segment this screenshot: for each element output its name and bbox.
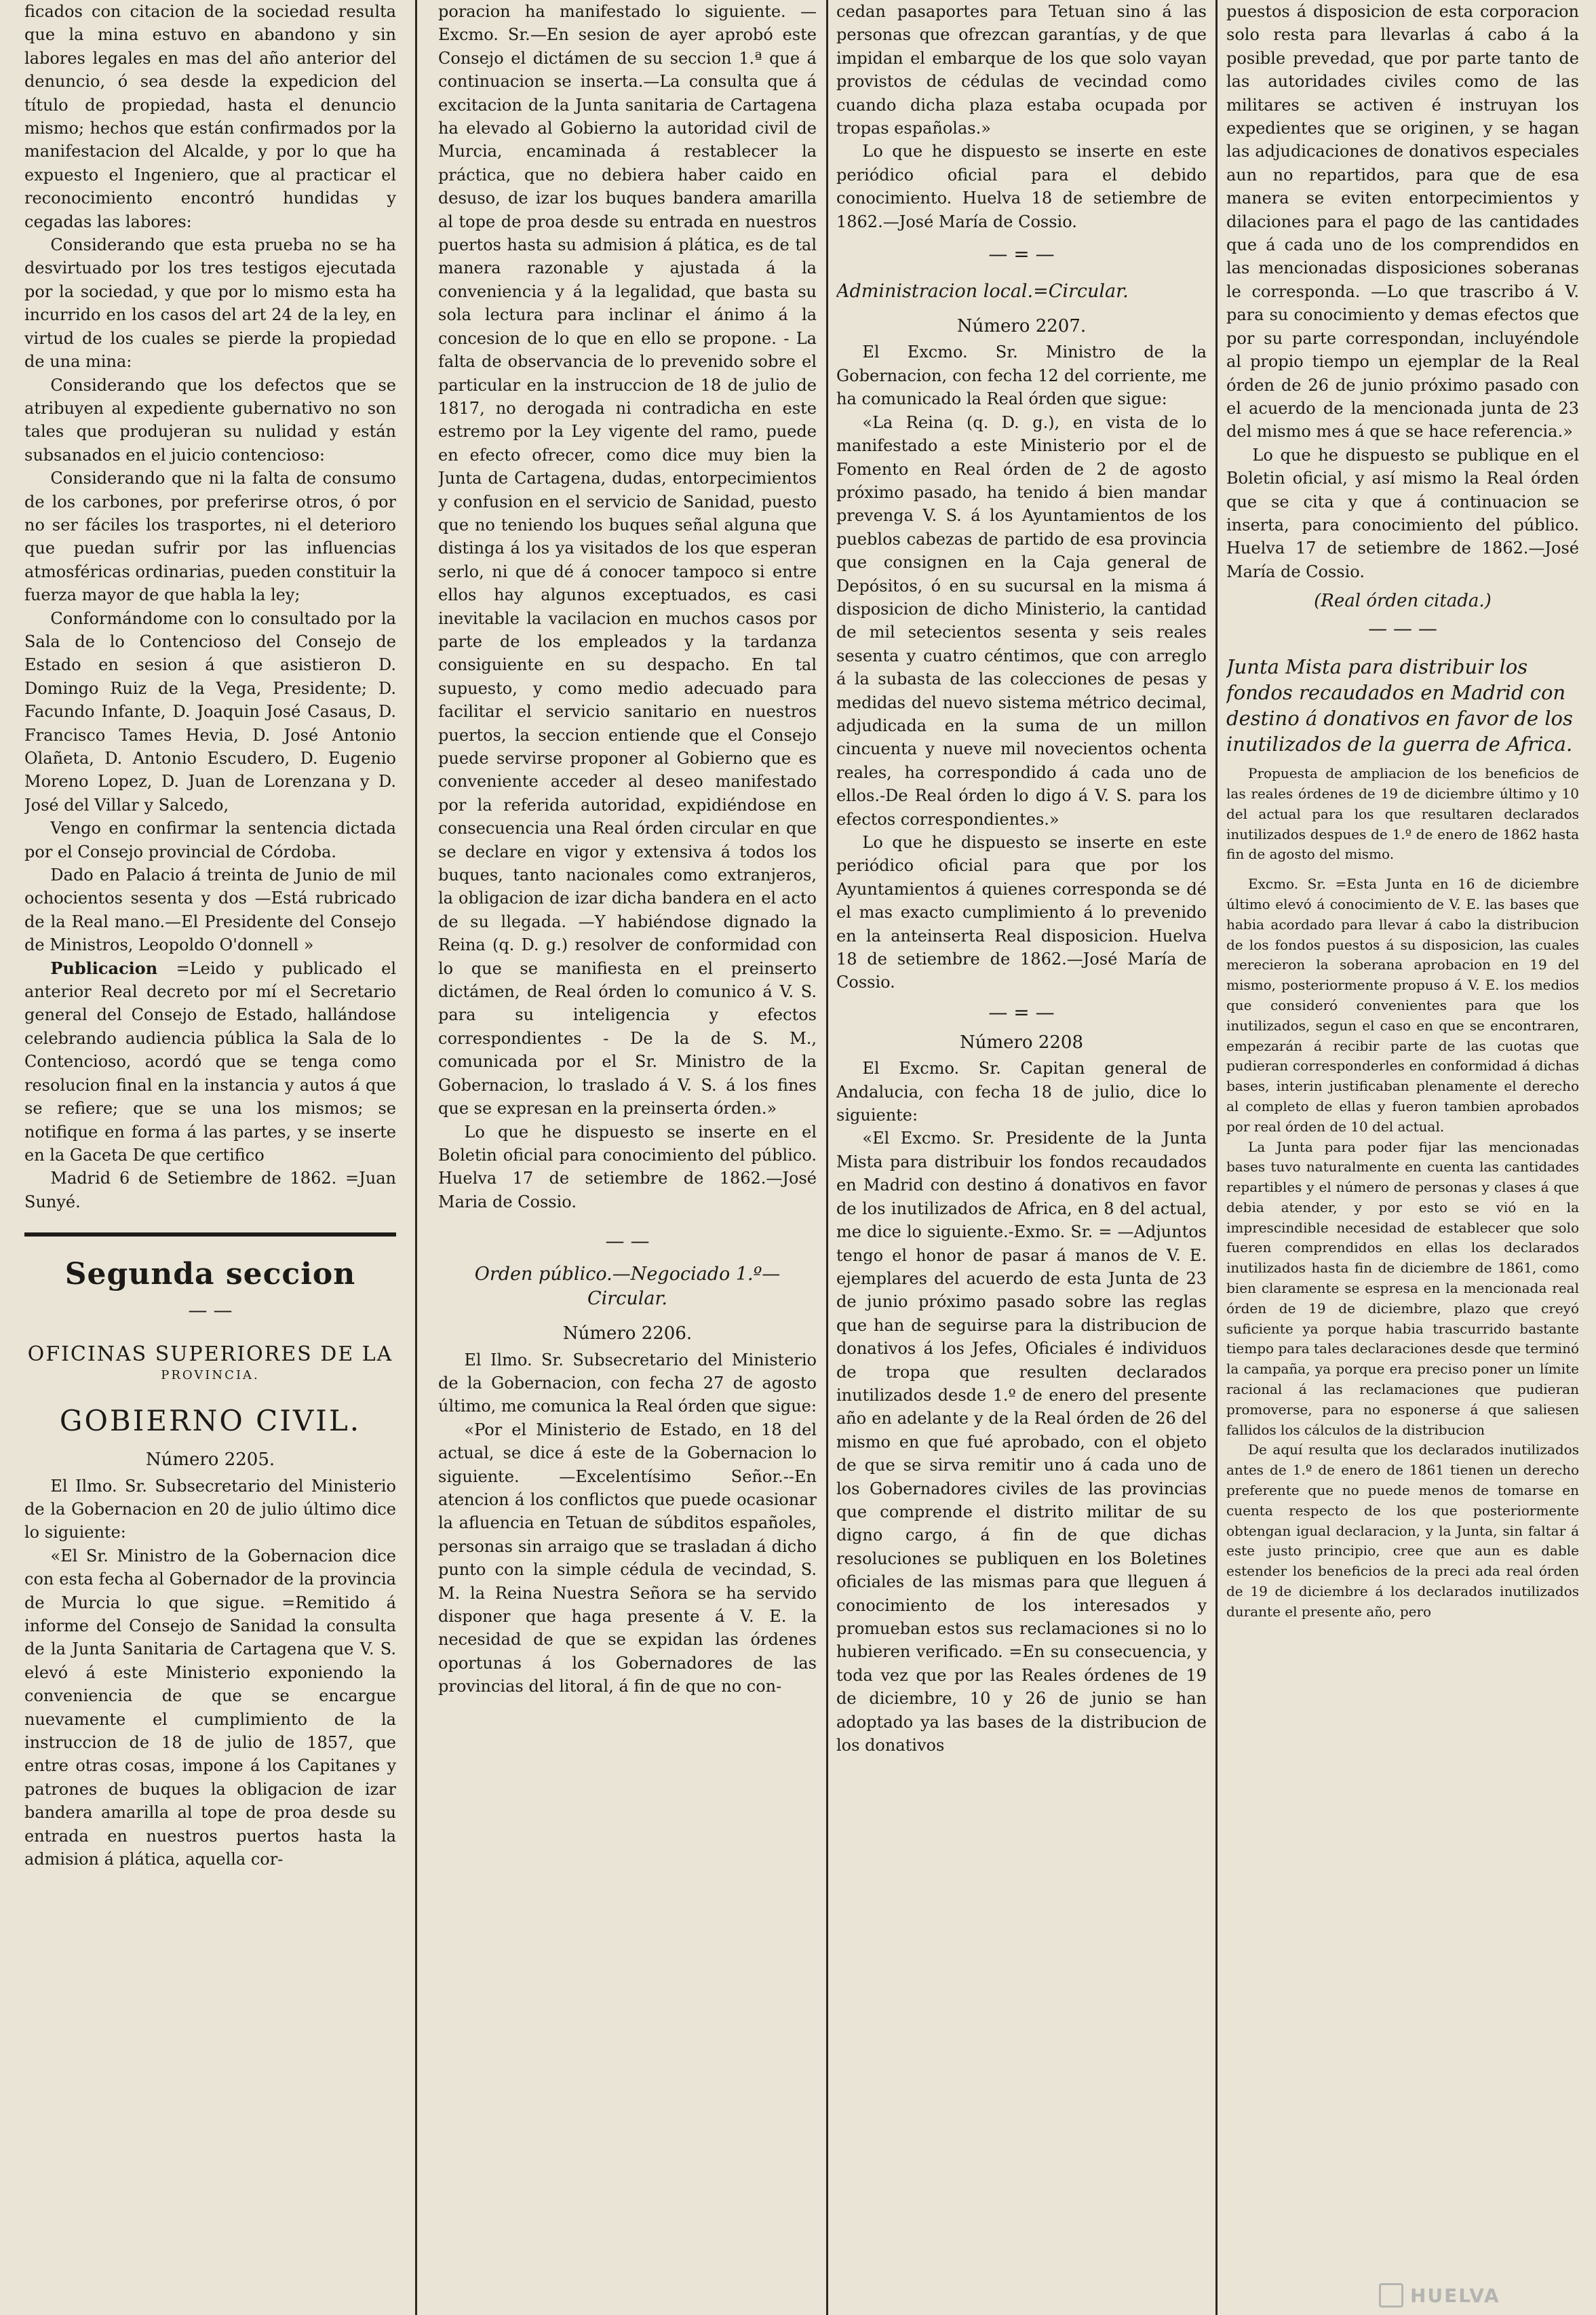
dash-separator: — = — <box>988 1000 1055 1024</box>
numero-heading: Número 2206. <box>562 1323 693 1344</box>
paragraph: El Ilmo. Sr. Subsecretario del Ministerio de la Gobernacion en 20 de julio último dice lo siguiente: <box>24 1476 396 1542</box>
paragraph: Dado en Palacio á treinta de Junio de mil ochocientos sesenta y dos —Está rubricado de la Real mano.—El Presidente del Consejo de Ministros, Leopoldo O'donnell » <box>24 865 396 955</box>
paragraph: Considerando que ni la falta de consumo de los carbones, por preferirse otros, ó por no ser fáciles los trasportes, ni el deterioro que puedan sufrir por las influencias atmosféricas ordinarias, pueden constituir la fuerza mayor de que habla la ley; <box>24 469 396 605</box>
numero-heading: Número 2205. <box>145 1450 275 1471</box>
numero-heading: Número 2207. <box>956 316 1087 337</box>
paragraph: De aquí resulta que los declarados inutilizados antes de 1.º de enero de 1861 tienen un derecho preferente que no puede menos de tomarse en cuenta respecto de los que posteriormente obtengan igual declaracion, y la Junta, sin faltar á este justo principio, cree que aun es dable estender los beneficios de la preci ada real órden de 19 de diciembre á los declarados inutilizados durante el presente año, pero <box>1226 1441 1579 1620</box>
orden-publico-heading: Orden público.—Negociado 1.º— <box>474 1264 781 1285</box>
orden-circular-heading: Circular. <box>587 1288 667 1310</box>
paragraph: El Excmo. Sr. Capitan general de Andalucia, con fecha 18 de julio, dice lo siguiente: <box>836 1059 1207 1125</box>
dash-separator: — — — <box>1368 617 1437 640</box>
provincia-heading: PROVINCIA. <box>161 1368 260 1383</box>
paragraph: ficados con citacion de la sociedad resulta que la mina estuvo en abandono y sin labores legales en mas del año anterior del denuncio, ó sea desde la expedicion del título de propiedad, hasta el denuncio mismo; hechos que están confirmados por la manifestacion del Alcalde, y por lo que ha expuesto el Ingeniero, que al practicar el reconocimiento encontró hundidas y cegadas las labores: <box>24 2 396 231</box>
watermark-text: HUELVA <box>1410 2284 1500 2307</box>
section-heading: Segunda seccion <box>64 1257 356 1292</box>
paragraph: «El Excmo. Sr. Presidente de la Junta Mista para distribuir los fondos recaudados en Madrid con destino á donativos en favor de los inutilizados de Africa, en 8 del actual, me dice lo siguiente.-Exmo. Sr. = —Adjuntos tengo el honor de pasar á manos de V. E. ejemplares del acuerdo de esta Junta de 23 de junio próximo pasado sobre las reglas que han de seguirse para la distribucion de donativos á los Jefes, Oficiales é individuos de tropa que resulten declarados inutilizados desde 1.º de enero del presente año en adelante y de la Real órden de 26 del mismo en que fué aprobado, con el objeto de que se sirva remitir uno á cada uno de los Gobernadores civiles de las provincias que comprende el distrito militar de su digno cargo, á fin de que dichas resoluciones se publiquen en los Boletines oficiales de las mismas para que lleguen á conocimiento de los interesados y promueban estos sus reclamaciones si no lo hubieren verificado. =En su consecuencia, y toda vez que por las Reales órdenes de 19 de diciembre, 10 y 26 de junio se han adoptado ya las bases de la distribucion de los donativos <box>836 1129 1207 1755</box>
column-rule <box>1215 0 1218 2315</box>
publicacion-label: Publicacion <box>50 958 158 978</box>
paragraph: El Excmo. Sr. Ministro de la Gobernacion, con fecha 12 del corriente, me ha comunicado la Real órden que sigue: <box>836 343 1207 409</box>
junta-mista-heading: Junta Mista para distribuir los fondos recaudados en Madrid con destino á donativos en favor de los inutilizados de la guerra de Africa. <box>1226 655 1573 756</box>
column-rule <box>415 0 417 2315</box>
administracion-heading: Administracion local.=Circular. <box>836 281 1129 303</box>
publicacion-text: =Leido y publicado el anterior Real decreto por mí el Secretario general del Consejo de Estado, hallándose celebrando audiencia pública la Sala de lo Contencioso, acordó que se tenga como resolucion final en la instancia y autos á que se refiere; que se una los mismos; se notifique en forma á las partes, y se inserte en la Gaceta De que certifico <box>24 958 396 1165</box>
paragraph: El Ilmo. Sr. Subsecretario del Ministerio de la Gobernacion, con fecha 27 de agosto último, me comunica la Real órden que sigue: <box>438 1350 817 1416</box>
column-3 <box>836 0 1207 2315</box>
paragraph: Lo que he dispuesto se inserte en este periódico oficial para el debido conocimiento. Huelva 18 de setiembre de 1862.—José María de Cossio. <box>836 142 1207 231</box>
column-rule <box>826 0 828 2315</box>
paragraph: Lo que he dispuesto se inserte en el Boletin oficial para conocimiento del público. Huelva 17 de setiembre de 1862.—José Maria de Cossio. <box>438 1122 817 1211</box>
paragraph: cedan pasaportes para Tetuan sino á las personas que ofrezcan garantías, y de que impidan el embarque de los que solo vayan provistos de cédulas de vecindad como cuando dicha plaza estaba ocupada por tropas españolas.» <box>836 2 1207 138</box>
gobierno-heading: GOBIERNO CIVIL. <box>59 1404 362 1438</box>
paragraph: «La Reina (q. D. g.), en vista de lo manifestado a este Ministerio por el de Fomento en Real órden de 2 de agosto próximo pasado, ha tenido á bien mandar prevenga V. S. á los Ayuntamientos de los pueblos cabezas de partido de esa provincia que consignen en la Caja general de Depósitos, ó en su sucursal en la misma á disposicion de dicho Ministerio, la cantidad de mil setecientos sesenta y seis reales sesenta y cuatro céntimos, que con arreglo á la subasta de las colecciones de pesas y medidas del nuevo sistema métrico decimal, adjudicada en la suma de un millon cincuenta y nueve mil novecientos ochenta reales, ha correspondido á cada uno de ellos.-De Real órden lo digo á V. S. para los efectos correspondientes.» <box>836 412 1207 829</box>
column-1 <box>24 0 396 2315</box>
paragraph: Conformándome con lo consultado por la Sala de lo Contencioso del Consejo de Estado en sesion á que asistieron D. Domingo Ruiz de la Vega, Presidente; D. Facundo Infante, D. Joaquin José Casaus, D. Francisco Tames Hevia, D. José Antonio Olañeta, D. Antonio Escudero, D. Eugenio Moreno Lopez, D. Juan de Lorenzana y D. José del Villar y Salcedo, <box>24 608 396 815</box>
archive-watermark <box>1379 2281 1582 2310</box>
column-2 <box>438 0 817 2315</box>
paragraph: Vengo en confirmar la sentencia dictada por el Consejo provincial de Córdoba. <box>24 819 396 861</box>
paragraph: Excmo. Sr. =Esta Junta en 16 de diciembre último elevó á conocimiento de V. E. las bases que habia acordado para llevar á cabo la distribucion de los fondos puestos á su disposicion, las cuales merecieron la soberana aprobacion en 19 del mismo, posteriormente propuso á V. E. los medios que consideró convenientes para que los inutilizados, segun el caso en que se encontraren, empezarán á recibir parte de las cuotas que pudieran corresponderles en conformidad á dichas bases, interin justificaban plenamente el derecho al completo de ellas y fueron tambien aprobados por real órden de 10 del actual. <box>1226 876 1579 1135</box>
paragraph: poracion ha manifestado lo siguiente. —Excmo. Sr.—En sesion de ayer aprobó este Consejo el dictámen de su seccion 1.ª que á continuacion se inserta.—La consulta que á excitacion de la Junta sanitaria de Cartagena ha elevado al Gobierno la autoridad civil de Murcia, encaminada á restablecer la práctica, que no debiera haber caido en desuso, de izar los buques bandera amarilla al tope de proa desde su entrada en nuestros puertos hasta su admision á plática, es de tal manera razonable y ajustada á la conveniencia y á la legalidad, que basta su sola lectura para inclinar el ánimo á la concesion de lo que en ello se propone. - La falta de observancia de lo prevenido sobre el particular en la instruccion de 18 de julio de 1817, no derogada ni contradicha en este estremo por la Ley vigente del ramo, puede en efecto ofrecer, como dice muy bien la Junta de Cartagena, dudas, entorpecimientos y confusion en el servicio de Sanidad, puesto que no teniendo los buques señal alguna que distinga á los ya visitados de los que esperan serlo, ni que dé á conocer tampoco si entre ellos hay algunos exceptuados, es casi inevitable la vacilacion en muchos casos por parte de los empleados y la tardanza consiguiente en su despacho. En tal supuesto, y como medio adecuado para facilitar el servicio sanitario en nuestros puertos, la seccion entiende que el Consejo puede servirse proponer al Gobierno que es conveniente acceder al deseo manifestado por la referida autoridad, expidiéndose en consecuencia una Real órden circular en que se declare en vigor y extensiva á todos los buques, tanto nacionales como extranjeros, la obligacion de izar dicha bandera en el acto de su llegada. —Y habiéndose dignado la Reina (q. D. g.) resolver de conformidad con lo que se manifiesta en el preinserto dictámen, de Real órden lo comunico á V. S. para su inteligencia y efectos correspondientes - De la de S. M., comunicada por el Sr. Ministro de la Gobernacion, lo traslado á V. S. á los fines que se expresan en la preinserta órden.» <box>438 2 817 1118</box>
paragraph: puestos á disposicion de esta corporacion solo resta para llevarlas á cabo á la posible prevedad, que por parte tanto de las autoridades civiles como de las militares se activen é instruyan los expedientes que se originen, y se hagan las adjudicaciones de donativos especiales aun no repartidos, para que de esa manera se eviten entorpecimientos y dilaciones para el pago de las cantidades que á cada uno de los comprendidos en las mencionadas disposiciones soberanas le corresponda. —Lo que trascribo á V. para su conocimiento y demas efectos que por su parte correspondan, incluyéndole al propio tiempo un ejemplar de la Real órden de 26 de junio próximo pasado con el acuerdo de la mencionada junta de 23 del mismo mes á que se hace referencia.» <box>1226 2 1579 442</box>
paragraph: La Junta para poder fijar las mencionadas bases tuvo naturalmente en cuenta las cantidades repartibles y el número de personas y clases á que debia atender, y por esto se vió en la imprescindible necesidad de establecer que solo fueren comprendidos en ellas los declarados inutilizados hasta fin de diciembre de 1861, como bien claramente se espresa en la mencionada real órden de 19 de diciembre, plazo que creyó suficiente ya porque habia trascurrido bastante tiempo para tales declaraciones desde que terminó la campaña, ya porque era preciso poner un límite racional á las reclamaciones que pudieran promoverse, para no esponerse á que saliesen fallidos los cálculos de la distribucion <box>1226 1138 1579 1438</box>
real-orden-citada-heading: (Real órden citada.) <box>1314 591 1492 612</box>
dash-separator: — — <box>605 1230 650 1253</box>
paragraph: Propuesta de ampliacion de los beneficios de las reales órdenes de 19 de diciembre último y 10 del actual para los que resultaren declarados inutilizados despues de 1.º de enero de 1862 hasta fin de agosto del mismo. <box>1226 765 1579 863</box>
paragraph: Considerando que esta prueba no se ha desvirtuado por los tres testigos ejecutada por la sociedad, y que por lo mismo esta ha incurrido en los casos del art 24 de la ley, en virtud de los cuales se pierde la propiedad de una mina: <box>24 235 396 372</box>
archive-logo-icon <box>1379 2283 1403 2308</box>
paragraph: Lo que he dispuesto se inserte en este periódico oficial para que por los Ayuntamientos á quienes corresponda se dé el mas exacto cumplimiento á lo prevenido en la anteinserta Real disposicion. Huelva 18 de setiembre de 1862.—José María de Cossio. <box>836 833 1207 992</box>
numero-heading: Número 2208 <box>959 1032 1084 1053</box>
paragraph: Lo que he dispuesto se publique en el Boletin oficial, y así mismo la Real órden que se cita y que á continuacion se inserta, para conocimiento del público. Huelva 17 de setiembre de 1862.—José María de Cossio. <box>1226 445 1579 581</box>
column-4 <box>1226 0 1579 2315</box>
section-divider <box>24 1232 396 1237</box>
paragraph <box>24 957 396 1167</box>
signature-line: Madrid 6 de Setiembre de 1862. =Juan Sunyé. <box>24 1169 396 1211</box>
oficinas-heading: OFICINAS SUPERIORES DE LA <box>27 1342 393 1367</box>
paragraph: Considerando que los defectos que se atribuyen al expediente gubernativo no son tales que produjeran su nulidad y están subsanados en el juicio contencioso: <box>24 375 396 465</box>
dash-separator: — — <box>188 1299 233 1322</box>
paragraph: «El Sr. Ministro de la Gobernacion dice con esta fecha al Gobernador de la provincia de Murcia lo que sigue. =Remitido á informe del Consejo de Sanidad la consulta de la Junta Sanitaria de Cartagena que V. S. elevó á este Ministerio exponiendo la conveniencia de que se encargue nuevamente el cumplimiento de la instruccion de 18 de julio de 1857, que entre otras cosas, impone á los Capitanes y patrones de buques la obligacion de izar bandera amarilla al tope de proa desde su entrada en nuestros puertos hasta la admision á plática, aquella cor- <box>24 1546 396 1869</box>
dash-separator: — = — <box>988 243 1055 266</box>
paragraph: «Por el Ministerio de Estado, en 18 del actual, se dice á este de la Gobernacion lo siguiente. —Excelentísimo Señor.--En atencion á los conflictos que puede ocasionar la afluencia en Tetuan de súbditos españoles, personas sin arraigo que se trasladan á dicho punto con la simple cédula de vecindad, S. M. la Reina Nuestra Señora se ha servido disponer que haga presente á V. E. la necesidad de que se expidan las órdenes oportunas á los Gobernadores de las provincias del litoral, á fin de que no con- <box>438 1420 817 1696</box>
